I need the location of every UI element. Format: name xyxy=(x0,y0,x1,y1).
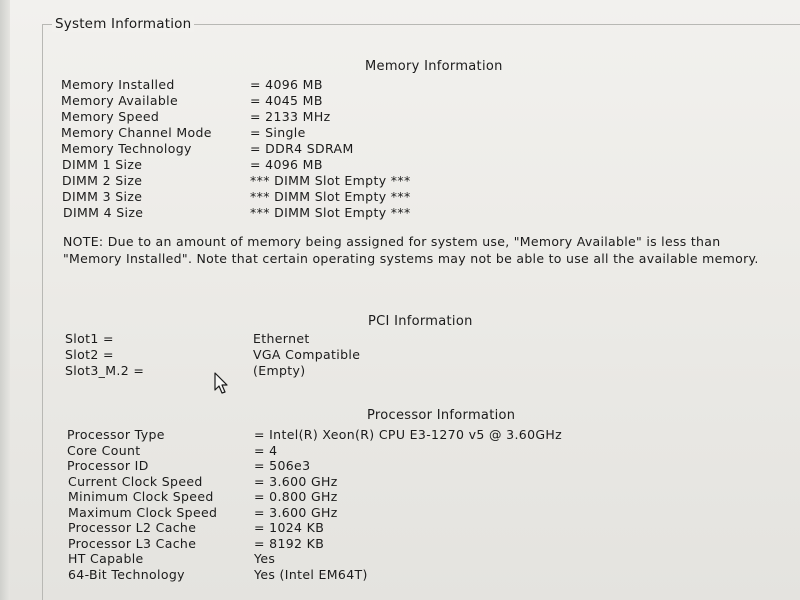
screen-bezel-edge xyxy=(0,0,10,600)
row-label: DIMM 2 Size xyxy=(62,173,143,188)
row-value: *** DIMM Slot Empty *** xyxy=(250,173,411,188)
row-label: 64-Bit Technology xyxy=(68,567,185,582)
row-label: Minimum Clock Speed xyxy=(68,489,214,504)
pci-section-title: PCI Information xyxy=(368,314,473,329)
row-value: = 2133 MHz xyxy=(250,109,331,124)
row-label: HT Capable xyxy=(68,551,144,566)
group-title: System Information xyxy=(52,16,194,32)
row-label: Memory Installed xyxy=(61,77,175,92)
memory-note: NOTE: Due to an amount of memory being assigned for system use, "Memory Available" is less than "Memory Installed". Note that certain operating systems may not be able to use all the available memory. xyxy=(63,234,759,266)
row-value: Yes xyxy=(254,551,276,566)
row-value: Ethernet xyxy=(253,331,310,346)
row-value: (Empty) xyxy=(253,363,306,378)
row-label: DIMM 4 Size xyxy=(63,205,144,220)
row-label: DIMM 3 Size xyxy=(62,189,143,204)
row-value: = Intel(R) Xeon(R) CPU E3-1270 v5 @ 3.60GHz xyxy=(254,427,563,442)
row-value: = 3.600 GHz xyxy=(254,474,338,489)
row-label: Memory Available xyxy=(61,93,178,108)
row-value: *** DIMM Slot Empty *** xyxy=(250,189,411,204)
row-value: = 0.800 GHz xyxy=(254,489,338,504)
row-value: = 1024 KB xyxy=(254,520,325,535)
row-value: *** DIMM Slot Empty *** xyxy=(250,205,411,220)
row-label: Slot1 = xyxy=(65,331,114,346)
row-value: = 3.600 GHz xyxy=(254,505,338,520)
row-value: = 8192 KB xyxy=(254,536,325,551)
row-label: Processor Type xyxy=(67,427,165,442)
row-label: Processor L3 Cache xyxy=(68,536,197,551)
row-label: Maximum Clock Speed xyxy=(68,505,218,520)
row-value: Yes (Intel EM64T) xyxy=(254,567,368,582)
row-label: DIMM 1 Size xyxy=(62,157,143,172)
row-label: Slot2 = xyxy=(65,347,114,362)
row-label: Current Clock Speed xyxy=(68,474,203,489)
processor-section-title: Processor Information xyxy=(367,408,516,423)
row-label: Processor L2 Cache xyxy=(68,520,197,535)
row-label: Memory Technology xyxy=(61,141,192,156)
row-value: = 4096 MB xyxy=(250,157,323,172)
row-value: = 506e3 xyxy=(254,458,311,473)
memory-section-title: Memory Information xyxy=(365,59,503,74)
row-label: Memory Channel Mode xyxy=(61,125,212,140)
row-value: = Single xyxy=(250,125,306,140)
row-label: Processor ID xyxy=(67,458,149,473)
row-value: = 4 xyxy=(254,443,278,458)
row-label: Slot3_M.2 = xyxy=(65,363,145,378)
row-value: = DDR4 SDRAM xyxy=(250,141,354,156)
row-value: VGA Compatible xyxy=(253,347,361,362)
row-label: Memory Speed xyxy=(61,109,160,124)
row-label: Core Count xyxy=(67,443,141,458)
row-value: = 4096 MB xyxy=(250,77,323,92)
row-value: = 4045 MB xyxy=(250,93,323,108)
mouse-pointer-icon xyxy=(214,372,230,396)
